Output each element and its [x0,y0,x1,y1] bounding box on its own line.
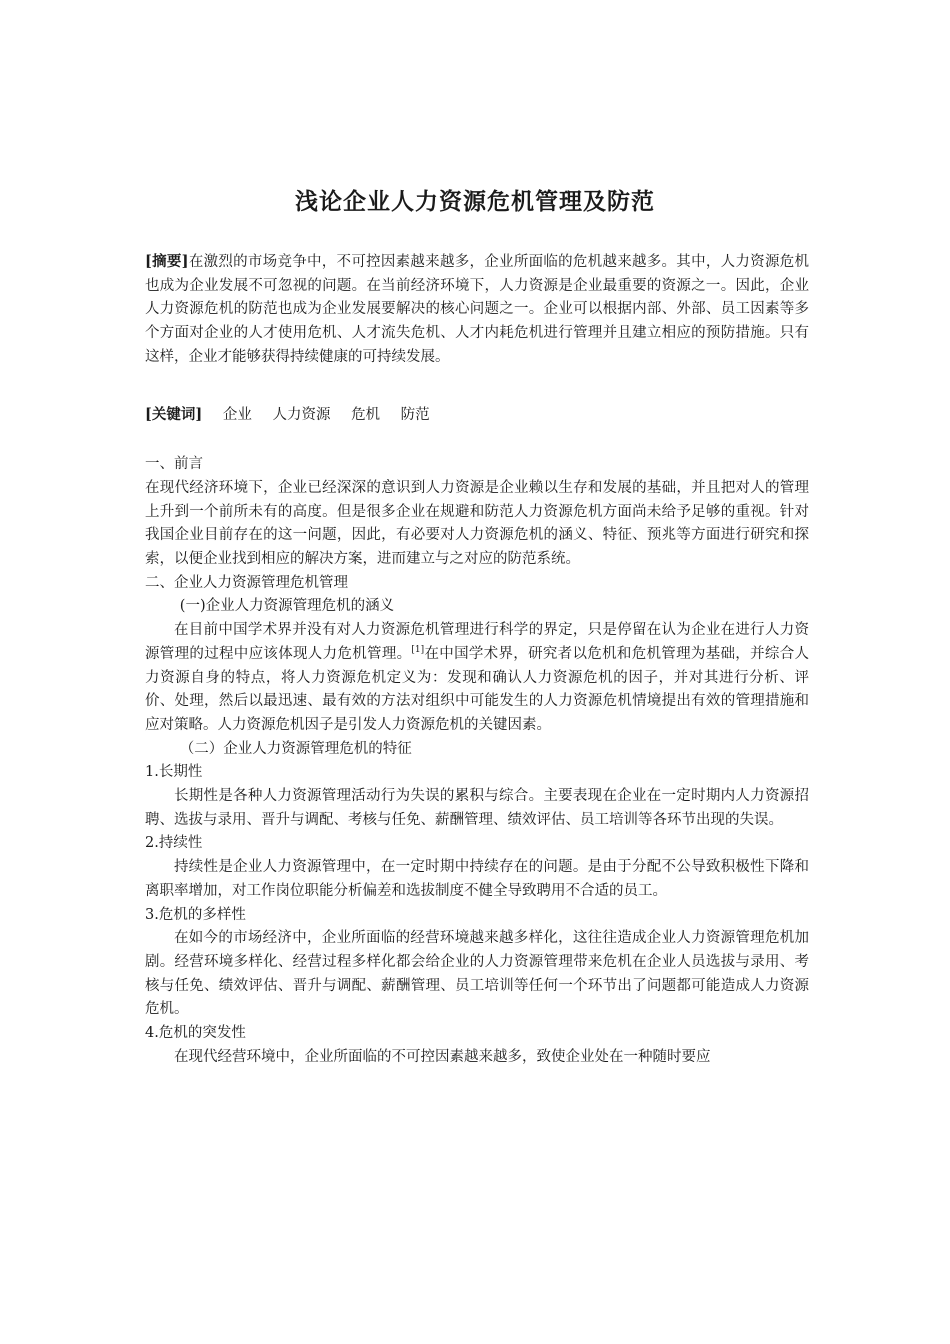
feature-heading: 3.危机的多样性 [145,906,246,923]
feature-heading: 4.危机的突发性 [145,1025,246,1042]
keyword: 人力资源 [272,406,331,423]
section-heading: 二、企业人力资源管理危机管理 [145,574,348,591]
paper-body [145,250,809,1070]
abstract [145,250,809,370]
abstract-label: [摘要] [145,253,189,270]
paragraph [145,619,809,738]
keywords-label: [关键词] [145,405,203,423]
subsection-heading: （二）企业人力资源管理危机的特征 [179,740,412,757]
paragraph-text: 在目前中国学术界并没有对人力资源危机管理进行科学的界定，只是停留在认为企业在进行人力资源管理的过程中应该体现人力危机管理。 [145,622,809,662]
paragraph: 在如今的市场经济中，企业所面临的经营环境越来越多样化，这往往造成企业人力资源管理危机加剧。经营环境多样化、经营过程多样化都会给企业的人力资源管理带来危机在企业人员选拔与录用、考核与任免、绩效评估、晋升与调配、薪酬管理、员工培训等任何一个环节出了问题都可能造成人力资源危机。 [145,930,809,1018]
paragraph: 持续性是企业人力资源管理中，在一定时期中持续存在的问题。是由于分配不公导致积极性下降和离职率增加，对工作岗位职能分析偏差和选拔制度不健全导致聘用不合适的员工。 [145,859,809,899]
keyword: 企业 [222,406,252,423]
paper-title: 浅论企业人力资源危机管理及防范 [295,188,655,215]
paragraph: 在现代经济环境下，企业已经深深的意识到人力资源是企业赖以生存和发展的基础，并且把对人的管理上升到一个前所未有的高度。但是很多企业在规避和防范人力资源危机方面尚未给予足够的重视。针对我国企业目前存在的这一问题，因此，有必要对人力资源危机的涵义、特征、预兆等方面进行研究和探索，以便企业找到相应的解决方案，进而建立与之对应的防范系统。 [145,479,809,568]
keyword: 危机 [351,406,381,423]
paragraph: 在现代经营环境中，企业所面临的不可控因素越来越多，致使企业处在一种随时要应 [174,1048,711,1065]
citation-marker: [1] [411,645,425,656]
keyword: 防范 [400,406,430,423]
paragraph-text: 在中国学术界，研究者以危机和危机管理为基础，并综合人力资源自身的特点，将人力资源危机定义为：发现和确认人力资源危机的因子，并对其进行分析、评价、处理，然后以最迅速、最有效的方法对组织中可能发生的人力资源危机情境提出有效的管理措施和应对策略。人力资源危机因子是引发人力资源危机的关键因素。 [145,645,809,733]
subsection-heading: (一)企业人力资源管理危机的涵义 [179,598,395,615]
feature-heading: 1.长期性 [145,764,203,781]
keywords [145,403,809,428]
paragraph: 长期性是各种人力资源管理活动行为失误的累积与综合。主要表现在企业在一定时期内人力资源招聘、选拔与录用、晋升与调配、考核与任免、薪酬管理、绩效评估、员工培训等各环节出现的失误。 [145,788,809,828]
section-heading: 一、前言 [145,456,203,473]
abstract-text: 在激烈的市场竞争中，不可控因素越来越多，企业所面临的危机越来越多。其中，人力资源危机也成为企业发展不可忽视的问题。在当前经济环境下，人力资源是企业最重要的资源之一。因此，企业人力资源危机的防范也成为企业发展要解决的核心问题之一。企业可以根据内部、外部、员工因素等多个方面对企业的人才使用危机、人才流失危机、人才内耗危机进行管理并且建立相应的预防措施。只有这样，企业才能够获得持续健康的可持续发展。 [145,254,809,365]
feature-heading: 2.持续性 [145,835,203,852]
